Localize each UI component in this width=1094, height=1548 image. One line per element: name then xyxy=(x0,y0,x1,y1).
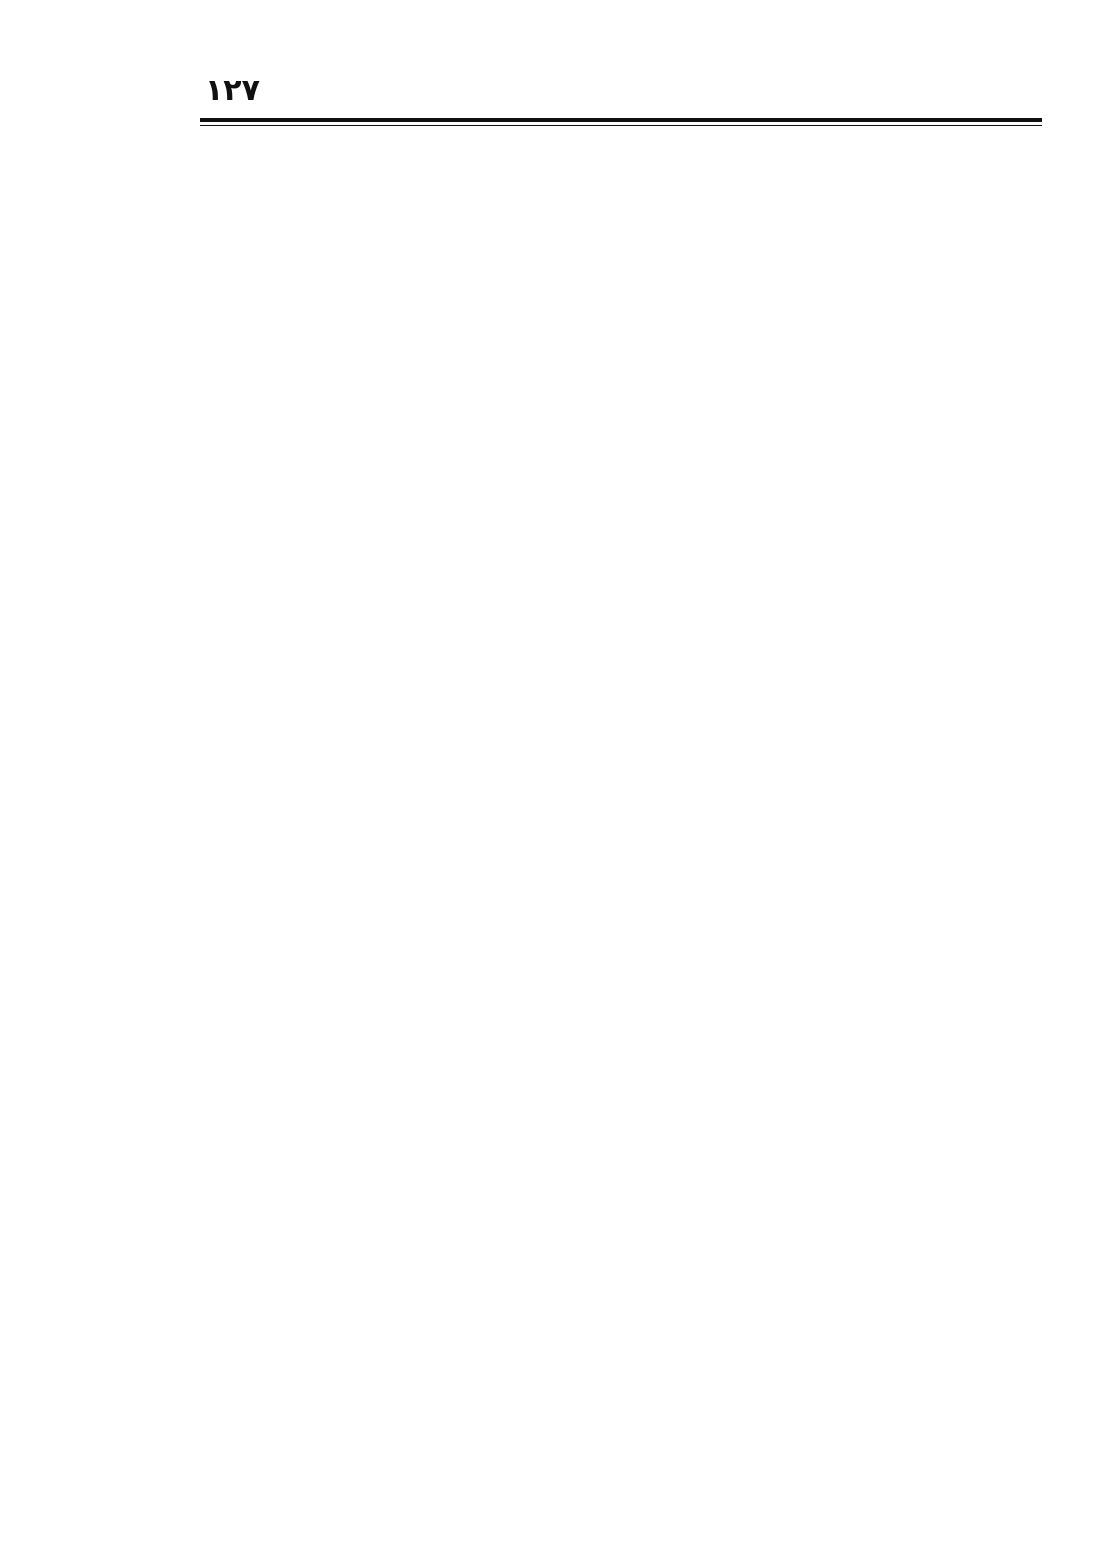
text-line xyxy=(198,850,1044,887)
text-line xyxy=(198,1224,1044,1261)
text-line xyxy=(198,1187,1044,1224)
text-line xyxy=(198,514,1044,551)
text-line xyxy=(198,776,1044,813)
text-line xyxy=(198,888,1044,925)
text-line xyxy=(198,290,1044,327)
text-line xyxy=(198,813,1044,850)
text-line xyxy=(198,1000,1044,1037)
text-line xyxy=(198,551,1044,588)
text-line xyxy=(198,1374,1044,1411)
text-line xyxy=(198,140,1044,177)
page-number: ١٢٧ xyxy=(205,72,260,108)
text-line xyxy=(198,663,1044,700)
text-line xyxy=(198,439,1044,476)
text-line xyxy=(198,1262,1044,1299)
text-line xyxy=(198,1299,1044,1336)
text-line xyxy=(198,738,1044,775)
text-line xyxy=(198,1411,1044,1448)
text-line xyxy=(198,1337,1044,1374)
text-line xyxy=(198,252,1044,289)
body-text xyxy=(198,140,1044,1449)
text-line xyxy=(198,1112,1044,1149)
text-line xyxy=(198,1075,1044,1112)
text-line xyxy=(198,1150,1044,1187)
text-line xyxy=(198,701,1044,738)
text-line xyxy=(198,626,1044,663)
text-line xyxy=(198,177,1044,214)
text-line xyxy=(198,589,1044,626)
text-line xyxy=(198,364,1044,401)
header-rule-thin xyxy=(200,125,1042,126)
page-header xyxy=(205,62,1040,118)
text-line xyxy=(198,327,1044,364)
text-line xyxy=(198,402,1044,439)
header-rule-thick xyxy=(200,118,1042,122)
text-line xyxy=(198,925,1044,962)
text-line xyxy=(198,963,1044,1000)
text-line xyxy=(198,1037,1044,1074)
text-line xyxy=(198,477,1044,514)
text-line xyxy=(198,215,1044,252)
